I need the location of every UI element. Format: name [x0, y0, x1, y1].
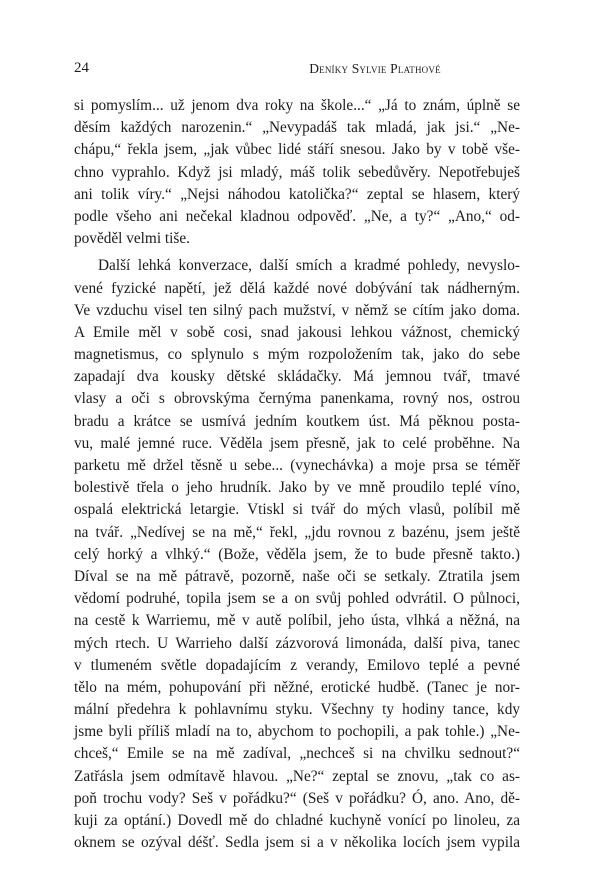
text-line: Díval se na mě pátravě, pozorně, naše oči se setkaly. Ztratila jsem — [74, 567, 520, 585]
text-line: na cestě k Warriemu, mě v autě políbil, jeho ústa, vlhká a něžná, na — [74, 612, 520, 630]
text-line: si pomyslím... už jenom dva roky na škole...“ „Já to znám, úplně se — [74, 97, 520, 114]
text-line: mých rtech. U Warrieho další zázvorová limonáda, další piva, tanec — [74, 634, 520, 652]
body-text — [74, 95, 520, 854]
text-line: chceš,“ Emile se na mě zadíval, „nechceš si na chvilku sednout?“ — [74, 745, 520, 763]
text-line: na tvář. „Nedívej se na mě,“ řekl, „jdu rovnou z bazénu, jsem ještě — [74, 523, 520, 541]
paragraph — [74, 95, 520, 250]
text-line: bolestivě třela o jeho hrudník. Jako by ve mně proudilo teplé víno, — [74, 479, 520, 497]
text-line: Ve vzduchu visel ten silný pach mužství, v němž se cítím jako doma. — [74, 301, 520, 319]
text-line: podle všeho ani nečekal kladnou odpověď. „Ne, a ty?“ „Ano,“ od- — [74, 207, 520, 225]
text-line: chápu,“ řekla jsem, „jak vůbec lidé stáří snesou. Jako by v tobě vše- — [74, 141, 520, 159]
running-head: Deníky Sylvie Plathové — [309, 61, 441, 76]
text-line: bradu a krátce se usmívá jedním koutkem úst. Má pěknou posta- — [74, 412, 520, 430]
text-line: chno vyprahlo. Když jsi mladý, máš tolik sebedůvěry. Nepotřebuješ — [74, 163, 520, 181]
text-line: poň trochu vody? Seš v pořádku?“ (Seš v pořádku? Ó, ano. Ano, dě- — [74, 789, 520, 807]
text-line: celý horký a vlhký.“ (Bože, věděla jsem, že to bude přesně takto.) — [74, 545, 520, 563]
text-line: mální předehra k pohlavnímu styku. Všechny ty hodiny tance, kdy — [74, 701, 520, 719]
text-line: magnetismus, co splynulo s mým rozpoložením tak, jako do sebe — [74, 346, 520, 364]
text-line: oknem se ozýval déšť. Sedla jsem si a v několika locích jsem vypila — [74, 834, 520, 852]
text-line: zapadají dva kousky dětské skládačky. Má jemnou tvář, tmavé — [74, 368, 520, 386]
text-line: pověděl velmi tiše. — [74, 230, 190, 248]
text-line: jsme byli příliš mladí na to, abychom to pochopili, a pak tohle.) „Ne- — [74, 723, 520, 741]
text-line: kuji za optání.) Dovedl mě do chladné kuchyně vonící po linoleu, za — [74, 812, 520, 829]
text-line: Další lehká konverzace, další smích a kradmé pohledy, nevyslo- — [98, 257, 520, 275]
text-line: v tlumeném světle dopadajícím z verandy, Emilovo teplé a pevné — [74, 656, 520, 674]
text-line: ani tolik víry.“ „Nejsi náhodou katolička?“ zeptal se hlasem, který — [74, 185, 520, 203]
text-line: vu, malé jemné ruce. Věděla jsem přesně, jak to celé proběhne. Na — [74, 434, 520, 452]
text-line: Zatřásla jsem odmítavě hlavou. „Ne?“ zeptal se znovu, „tak co as- — [74, 767, 520, 785]
text-line: vlasy a oči s obrovskýma černýma panenkama, rovný nos, ostrou — [74, 390, 520, 408]
page-header — [74, 60, 526, 80]
paragraph — [74, 255, 520, 854]
text-line: ospalá elektrická letargie. Vtiskl si tvář do mých vlasů, políbil mě — [74, 501, 520, 519]
text-line: parketu mě držel těsně u sebe... (vynechávka) a moje prsa se téměř — [74, 457, 520, 474]
text-line: A Emile měl v sobě cosi, snad jakousi lehkou vážnost, chemický — [74, 323, 520, 341]
text-line: děsím každých narozenin.“ „Nevypadáš tak mladá, jak jsi.“ „Ne- — [74, 119, 520, 137]
page-number: 24 — [74, 60, 89, 76]
text-line: vědomí podruhé, topila jsem se a on svůj pohled odvrátil. O půlnoci, — [74, 590, 520, 608]
text-line: tělo na mém, pohupování při něžné, erotické hudbě. (Tanec je nor- — [74, 678, 520, 696]
text-line: vené fyzické napětí, jež dělá každé nové dobývání tak nádherným. — [74, 279, 520, 297]
